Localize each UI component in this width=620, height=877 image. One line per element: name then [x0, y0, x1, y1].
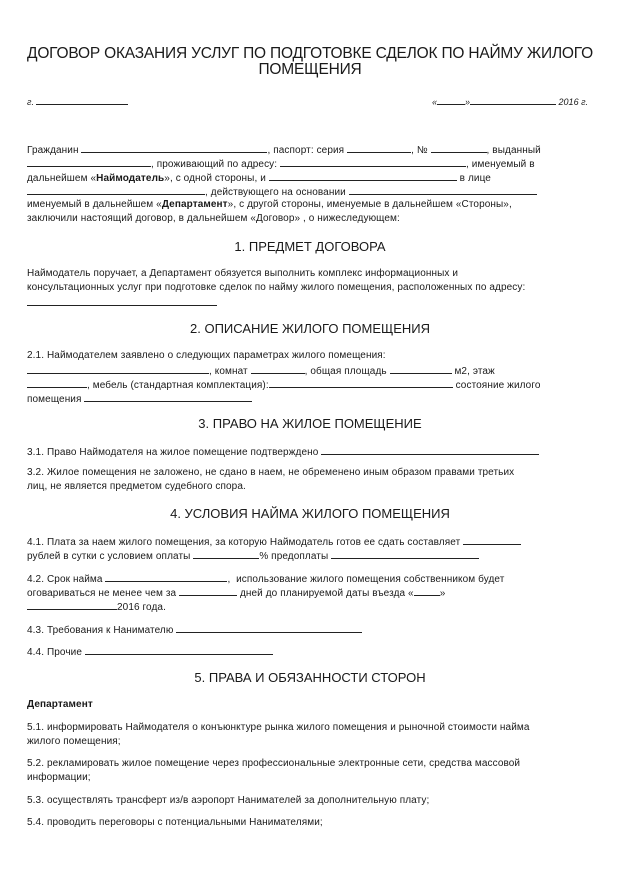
blank — [27, 378, 87, 388]
section-1-line-2: консультационных услуг при подготовке сделок по найму жилого помещения, расположенных по адресу: — [27, 282, 526, 293]
text: именуемый в дальнейшем « — [27, 199, 162, 210]
date-quote-open: « — [432, 97, 438, 107]
text: 4.3. Требования к Нанимателю — [27, 625, 177, 636]
blank — [27, 157, 151, 167]
text: , № — [411, 145, 431, 156]
preamble-line-4 — [27, 185, 537, 199]
text: м2, этаж — [451, 366, 495, 377]
preamble-line-2 — [27, 157, 535, 171]
text: состояние жилого — [452, 380, 541, 391]
section-5-para-4: 5.4. проводить переговоры с потенциальными Нанимателями; — [27, 817, 323, 828]
blank — [176, 623, 362, 633]
text: 4.1. Плата за наем жилого помещения, за которую Наймодатель готов ее сдать составляет — [27, 537, 464, 548]
section-4-heading: 4. УСЛОВИЯ НАЙМА ЖИЛОГО ПОМЕЩЕНИЯ — [170, 506, 450, 521]
section-3-heading: 3. ПРАВО НА ЖИЛОЕ ПОМЕЩЕНИЕ — [198, 416, 422, 431]
section-5-subheading — [27, 699, 93, 711]
text: Гражданин — [27, 145, 82, 156]
blank — [105, 572, 227, 582]
text: , выданный — [486, 145, 541, 156]
title-line-1: ДОГОВОР ОКАЗАНИЯ УСЛУГ ПО ПОДГОТОВКЕ СДЕЛОК ПО НАЙМУ ЖИЛОГО — [27, 45, 593, 62]
text: », с одной стороны, и — [164, 173, 269, 184]
section-5-para-2-line-2: информации; — [27, 772, 91, 783]
blank — [269, 378, 453, 388]
text: » — [439, 588, 446, 599]
preamble-line-6: заключили настоящий договор, в дальнейшем «Договор» , о нижеследующем: — [27, 213, 400, 224]
text: , комнат — [209, 366, 251, 377]
section-1-heading: 1. ПРЕДМЕТ ДОГОВОРА — [234, 239, 386, 254]
blank — [85, 645, 273, 655]
date-quote-close: » — [465, 97, 471, 107]
section-4-para-3 — [27, 623, 362, 637]
landlord-term: Наймодатель — [96, 173, 165, 184]
section-5-para-1-line-2: жилого помещения; — [27, 736, 121, 747]
text: , действующего на основании — [205, 187, 349, 198]
section-5-para-2-line-1: 5.2. рекламировать жилое помещение через профессиональные электронные сети, средства массовой — [27, 758, 521, 769]
blank — [280, 157, 466, 167]
blank — [81, 143, 267, 153]
text: в лице — [456, 173, 491, 184]
blank — [347, 143, 411, 153]
blank — [179, 586, 237, 596]
blank — [321, 445, 539, 455]
section-1-line-1: Наймодатель поручает, а Департамент обязуется выполнить комплекс информационных и — [27, 268, 459, 279]
text: , паспорт: серия — [267, 145, 348, 156]
month-blank — [470, 95, 556, 105]
title-line-2: ПОМЕЩЕНИЯ — [258, 61, 362, 78]
section-5-para-1-line-1: 5.1. информировать Наймодателя о конъюнктуре рынка жилого помещения и рыночной стоимости найма — [27, 722, 530, 733]
blank — [84, 392, 252, 402]
section-3-para-2-line-1: 3.2. Жилое помещения не заложено, не сдано в наем, не обременено иным образом правами третьих — [27, 467, 515, 478]
city-prefix: г. — [27, 97, 34, 107]
blank — [463, 535, 521, 545]
blank — [27, 600, 117, 610]
text: , использование жилого помещения собственником будет — [227, 574, 505, 585]
section-1-address-blank — [27, 296, 217, 310]
section-4-para-1-line-1 — [27, 535, 521, 549]
city-field — [27, 95, 128, 107]
blank — [349, 185, 537, 195]
section-4-para-4 — [27, 645, 273, 659]
text: 4.4. Прочие — [27, 647, 85, 658]
blank — [414, 586, 440, 596]
text: », с другой стороны, именуемые в дальнейшем «Стороны», — [227, 199, 512, 210]
department-term: Департамент — [161, 199, 228, 210]
section-4-para-2-line-1 — [27, 572, 504, 586]
text: рублей в сутки с условием оплаты — [27, 551, 194, 562]
section-4-para-1-line-2 — [27, 549, 479, 563]
section-4-para-2-line-3 — [27, 600, 166, 614]
blank — [251, 364, 305, 374]
text: , общая площадь — [304, 366, 390, 377]
section-5-heading: 5. ПРАВА И ОБЯЗАННОСТИ СТОРОН — [194, 670, 426, 685]
section-2-line-4 — [27, 392, 252, 406]
text: % предоплаты — [259, 551, 332, 562]
date-field — [432, 95, 588, 107]
preamble-line-1 — [27, 143, 541, 157]
section-3-para-1 — [27, 445, 539, 459]
section-4-para-2-line-2 — [27, 586, 445, 600]
section-2-line-2 — [27, 364, 495, 378]
section-2-heading: 2. ОПИСАНИЕ ЖИЛОГО ПОМЕЩЕНИЯ — [190, 321, 430, 336]
blank — [27, 185, 205, 195]
blank — [27, 296, 217, 306]
document-title — [20, 46, 600, 78]
text: 4.2. Срок найма — [27, 574, 106, 585]
text: , проживающий по адресу: — [151, 159, 281, 170]
blank — [390, 364, 452, 374]
text: оговариваться не менее чем за — [27, 588, 180, 599]
text: , мебель (стандартная комплектация): — [87, 380, 269, 391]
blank — [269, 171, 457, 181]
day-blank — [437, 95, 465, 105]
blank — [27, 364, 209, 374]
text: 2016 года. — [117, 602, 166, 613]
blank — [331, 549, 479, 559]
section-5-para-3: 5.3. осуществлять трансферт из/в аэропорт Нанимателей за дополнительную плату; — [27, 795, 430, 806]
blank — [431, 143, 487, 153]
preamble-line-5 — [27, 199, 512, 211]
text: дальнейшем « — [27, 173, 97, 184]
text: дней до планируемой даты въезда « — [237, 588, 414, 599]
subheading-text: Департамент — [27, 699, 93, 710]
text: 3.1. Право Наймодателя на жилое помещение подтверждено — [27, 447, 322, 458]
preamble-line-3 — [27, 171, 491, 185]
text: помещения — [27, 394, 85, 405]
text: , именуемый в — [466, 159, 535, 170]
blank — [193, 549, 259, 559]
section-2-line-3 — [27, 378, 541, 392]
date-year: 2016 г. — [558, 97, 589, 107]
section-3-para-2-line-2: лиц, не является предметом судебного спора. — [27, 481, 246, 492]
city-blank — [36, 95, 128, 105]
section-2-line-1: 2.1. Наймодателем заявлено о следующих параметрах жилого помещения: — [27, 350, 386, 361]
